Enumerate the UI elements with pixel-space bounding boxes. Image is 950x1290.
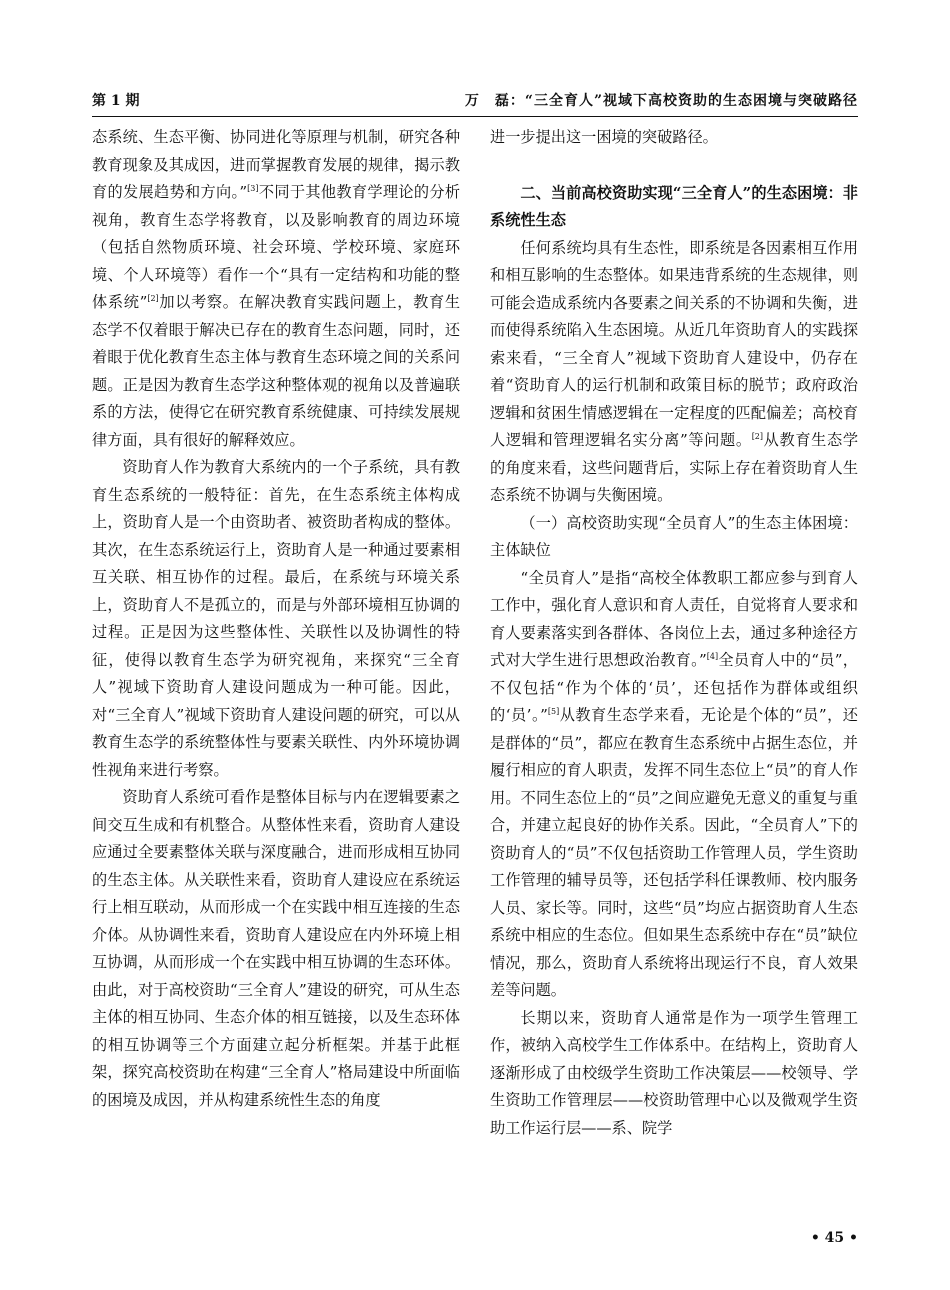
citation: [5] — [547, 707, 560, 716]
right-column — [490, 124, 858, 1142]
right-paragraph-0: 进一步提出这一困境的突破路径。 — [490, 128, 718, 146]
citation: [2] — [751, 432, 764, 441]
running-header — [92, 90, 858, 114]
header-rule — [92, 116, 858, 117]
running-title: 万 磊：“三全育人”视域下高校资助的生态困境与突破路径 — [464, 93, 858, 109]
page-number: • 45 • — [810, 1230, 858, 1246]
citation: [3] — [247, 184, 259, 193]
text-run: 从教育生态学来看，无论是个体的“员”，还是群体的“员”，都应在教育生态系统中占据生态位，并履行相应的育人职责，发挥不同生态位上“员”的育人作用。不同生态位上的“员”之间应避免无意义的重复与重合，并建立起良好的协作关系。因此，“全员育人”下的资助育人的“员”不仅包括资助工作管理人员，学生资助工作管理的辅导员等，还包括学科任课教师、校内服务人员、家长等。同时，这些“员”均应占据资助育人生态系统中相应的生态位。但如果生态系统中存在“员”缺位情况，那么，资助育人系统将出现运行不良，育人效果差等问题。 — [490, 706, 858, 999]
text-run: 不同于其他教育学理论的分析视角，教育生态学将教育，以及影响教育的周边环境（包括自然物质环境、社会环境、学校环境、家庭环境、个人环境等）看作一个“具有一定结构和功能的整体系统” — [92, 183, 461, 311]
left-paragraph-2: 资助育人作为教育大系统内的一个子系统，具有教育生态系统的一般特征：首先，在生态系统主体构成上，资助育人是一个由资助者、被资助者构成的整体。其次，在生态系统运行上，资助育人是一种通过要素相互关联、相互协作的过程。最后，在系统与环境关系上，资助育人不是孤立的，而是与外部环境相互协调的过程。正是因为这些整体性、关联性以及协调性的特征，使得以教育生态学为研究视角，来探究“三全育人”视域下资助育人建设问题成为一种可能。因此，对“三全育人”视域下资助育人建设问题的研究，可以从教育生态学的系统整体性与要素关联性、内外环境协调性视角来进行考察。 — [92, 458, 460, 779]
text-run: 全员育人中的“员”，不仅包括“作为个体的‘员’，还包括作为群体或组织的‘员’。” — [490, 651, 858, 724]
citation: [2] — [147, 294, 159, 303]
right-paragraph-1 — [490, 235, 858, 510]
text-run: 态系统、生态平衡、协同进化等原理与机制，研究各种教育现象及其成因，进而掌握教育发展的规律，揭示教育的发展趋势和方向。” — [92, 128, 460, 201]
section-heading: 二、当前高校资助实现“三全育人”的生态困境：非系统性生态 — [490, 183, 858, 229]
citation: [4] — [706, 652, 719, 661]
text-run: 加以考察。在解决教育实践问题上，教育生态学不仅着眼于解决已存在的教育生态问题，同时，还着眼于优化教育生态主体与教育生态环境之间的关系问题。正是因为教育生态学这种整体观的视角以及普遍联系的方法，使得它在研究教育系统健康、可持续发展规律方面，具有很好的解释效应。 — [92, 293, 461, 449]
right-paragraph-2 — [490, 565, 858, 1005]
text-run: 任何系统均具有生态性，即系统是各因素相互作用和相互影响的生态整体。如果违背系统的生态规律，则可能会造成系统内各要素之间关系的不协调和失衡，进而使得系统陷入生态困境。从近几年资助育人的实践探索来看，“三全育人”视域下资助育人建设中，仍存在着“资助育人的运行机制和政策目标的脱节；政府政治逻辑和贫困生情感逻辑在一定程度的匹配偏差；高校育人逻辑和管理逻辑名实分离”等问题。 — [490, 238, 858, 449]
text-run: 从教育生态学的角度来看，这些问题背后，实际上存在着资助育人生态系统不协调与失衡困境。 — [490, 431, 859, 504]
spacer — [490, 152, 858, 166]
left-paragraph-1 — [92, 124, 460, 454]
text-run: “全员育人”是指“高校全体教职工都应参与到育人工作中，强化育人意识和育人责任，自觉将育人要求和育人要素落实到各群体、各岗位上去，通过多种途径方式对大学生进行思想政治教育。” — [490, 568, 858, 669]
subsection-heading: （一）高校资助实现“全员育人”的生态主体困境：主体缺位 — [490, 513, 858, 559]
left-paragraph-3: 资助育人系统可看作是整体目标与内在逻辑要素之间交互生成和有机整合。从整体性来看，资助育人建设应通过全要素整体关联与深度融合，进而形成相互协同的生态主体。从关联性来看，资助育人建设应在系统运行上相互联动，从而形成一个在实践中相互连接的生态介体。从协调性来看，资助育人建设应在内外环境上相互协调，从而形成一个在实践中相互协调的生态环体。由此，对于高校资助“三全育人”建设的研究，可从生态主体的相互协同、生态介体的相互链接，以及生态环体的相互协调等三个方面建立起分析框架。并基于此框架，探究高校资助在构建“三全育人”格局建设中所面临的困境及成因，并从构建系统性生态的角度 — [92, 788, 460, 1109]
issue-number: 第 1 期 — [92, 93, 140, 109]
right-paragraph-3: 长期以来，资助育人通常是作为一项学生管理工作，被纳入高校学生工作体系中。在结构上，资助育人逐渐形成了由校级学生资助工作决策层——校领导、学生资助工作管理层——校资助管理中心以及微观学生资助工作运行层——系、院学 — [490, 1008, 858, 1137]
left-column — [92, 124, 460, 1114]
